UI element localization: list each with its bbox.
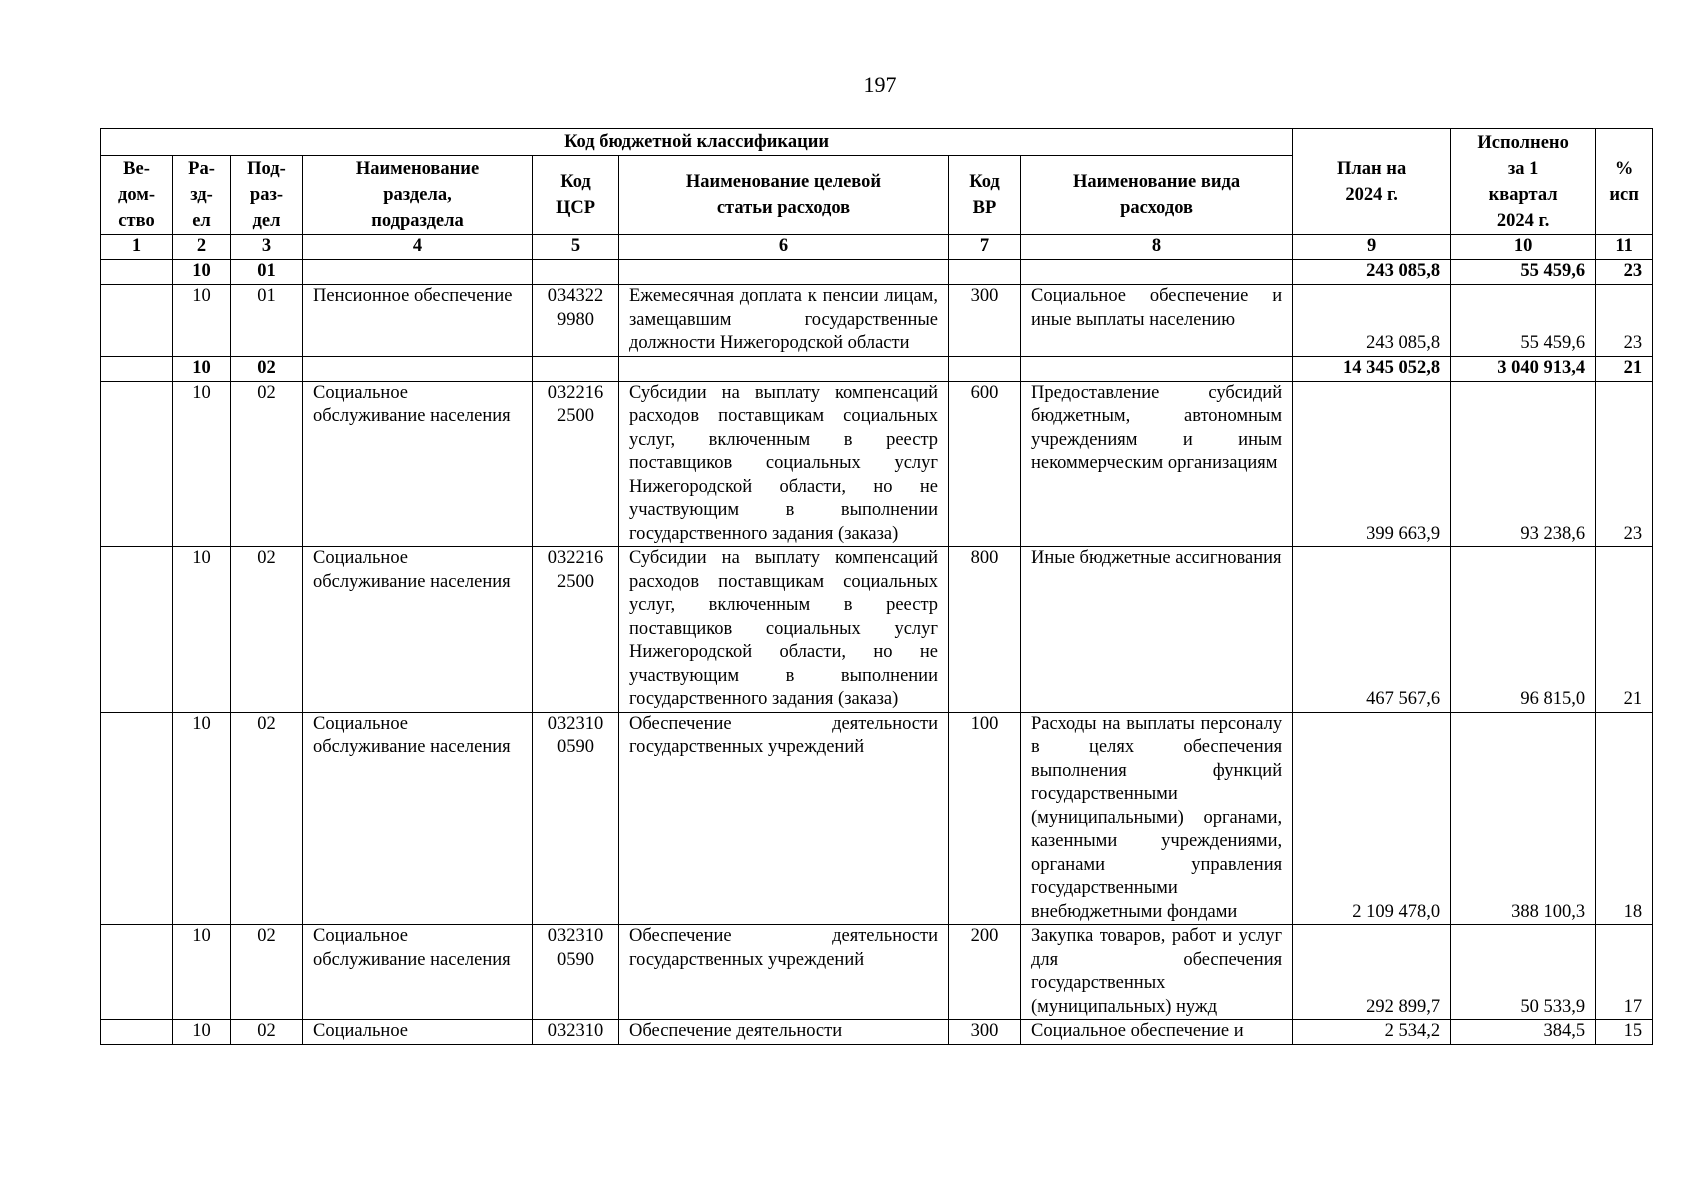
podrazdel-cell: 02 xyxy=(231,712,303,925)
podrazdel-header: Под- раз- дел xyxy=(231,156,303,235)
csr-code-cell: 032310 0590 xyxy=(533,712,619,925)
vedomstvo-cell xyxy=(101,712,173,925)
csr-code-cell: 032216 2500 xyxy=(533,381,619,547)
subtotal-row xyxy=(101,356,1653,381)
executed-amount-cell: 50 533,9 xyxy=(1451,925,1596,1020)
executed-amount-cell: 384,5 xyxy=(1451,1020,1596,1045)
section-name-cell xyxy=(303,356,533,381)
vedomstvo-cell xyxy=(101,925,173,1020)
target-name-header: Наименование целевой статьи расходов xyxy=(619,156,949,235)
plan-amount-cell: 243 085,8 xyxy=(1293,260,1451,285)
expense-type-cell: Иные бюджетные ассигнования xyxy=(1021,547,1293,713)
percent-cell: 23 xyxy=(1596,285,1653,357)
executed-amount-cell: 3 040 913,4 xyxy=(1451,356,1596,381)
table-row xyxy=(101,925,1653,1020)
table-row xyxy=(101,381,1653,547)
plan-amount-cell: 14 345 052,8 xyxy=(1293,356,1451,381)
vr-header: Код ВР xyxy=(949,156,1021,235)
podrazdel-cell: 02 xyxy=(231,1020,303,1045)
column-number: 4 xyxy=(303,235,533,260)
target-name-cell: Обеспечение деятельности государственных учреждений xyxy=(619,925,949,1020)
target-name-cell xyxy=(619,260,949,285)
vedomstvo-cell xyxy=(101,1020,173,1045)
column-number: 1 xyxy=(101,235,173,260)
plan-amount-cell: 292 899,7 xyxy=(1293,925,1451,1020)
vr-code-cell: 100 xyxy=(949,712,1021,925)
vr-code-cell: 200 xyxy=(949,925,1021,1020)
razdel-cell: 10 xyxy=(173,547,231,713)
target-name-cell: Ежемесячная доплата к пенсии лицам, замещавшим государственные должности Нижегородской области xyxy=(619,285,949,357)
expense-type-cell xyxy=(1021,356,1293,381)
percent-header: % исп xyxy=(1596,129,1653,235)
table-body xyxy=(101,235,1653,1045)
expense-type-cell: Предоставление субсидий бюджетным, автономным учреждениям и иным некоммерческим организациям xyxy=(1021,381,1293,547)
budget-table xyxy=(100,128,1653,1045)
table-header xyxy=(101,129,1653,235)
column-number: 5 xyxy=(533,235,619,260)
expense-type-cell: Закупка товаров, работ и услуг для обеспечения государственных (муниципальных) нужд xyxy=(1021,925,1293,1020)
column-number: 10 xyxy=(1451,235,1596,260)
target-name-cell: Обеспечение деятельности государственных учреждений xyxy=(619,712,949,925)
expense-type-cell xyxy=(1021,260,1293,285)
vr-code-cell: 800 xyxy=(949,547,1021,713)
table-row xyxy=(101,285,1653,357)
target-name-cell: Субсидии на выплату компенсаций расходов поставщикам социальных услуг, включенным в реестр поставщиков социальных услуг Нижегородской области, но не участвующим в выполнении государственного задания (заказа) xyxy=(619,547,949,713)
podrazdel-cell: 02 xyxy=(231,925,303,1020)
plan-amount-cell: 399 663,9 xyxy=(1293,381,1451,547)
percent-cell: 23 xyxy=(1596,260,1653,285)
table-row xyxy=(101,712,1653,925)
razdel-header: Ра- зд- ел xyxy=(173,156,231,235)
section-name-cell: Социальное обслуживание населения xyxy=(303,547,533,713)
section-name-cell: Социальное обслуживание населения xyxy=(303,712,533,925)
plan-amount-cell: 243 085,8 xyxy=(1293,285,1451,357)
plan-amount-cell: 467 567,6 xyxy=(1293,547,1451,713)
page-number: 197 xyxy=(863,72,897,97)
executed-amount-cell: 93 238,6 xyxy=(1451,381,1596,547)
plan-header: План на 2024 г. xyxy=(1293,129,1451,235)
csr-code-cell: 032310 0590 xyxy=(533,925,619,1020)
target-name-cell xyxy=(619,356,949,381)
column-number: 7 xyxy=(949,235,1021,260)
vr-code-cell: 600 xyxy=(949,381,1021,547)
table-row xyxy=(101,547,1653,713)
section-name-cell: Социальное обслуживание населения xyxy=(303,381,533,547)
expense-type-cell: Расходы на выплаты персоналу в целях обеспечения выполнения функций государственными (муниципальными) органами, казенными учреждениями, органами управления государственными внебюджетными фондами xyxy=(1021,712,1293,925)
csr-code-cell: 034322 9980 xyxy=(533,285,619,357)
plan-amount-cell: 2 534,2 xyxy=(1293,1020,1451,1045)
section-name-header: Наименование раздела, подраздела xyxy=(303,156,533,235)
razdel-cell: 10 xyxy=(173,285,231,357)
vedomstvo-cell xyxy=(101,285,173,357)
razdel-cell: 10 xyxy=(173,1020,231,1045)
column-number: 8 xyxy=(1021,235,1293,260)
plan-amount-cell: 2 109 478,0 xyxy=(1293,712,1451,925)
column-number: 11 xyxy=(1596,235,1653,260)
percent-cell: 15 xyxy=(1596,1020,1653,1045)
razdel-cell: 10 xyxy=(173,925,231,1020)
section-name-cell: Социальное xyxy=(303,1020,533,1045)
vedomstvo-header: Ве- дом- ство xyxy=(101,156,173,235)
vr-code-cell: 300 xyxy=(949,1020,1021,1045)
razdel-cell: 10 xyxy=(173,712,231,925)
column-number: 6 xyxy=(619,235,949,260)
section-name-cell xyxy=(303,260,533,285)
percent-cell: 21 xyxy=(1596,356,1653,381)
subtotal-row xyxy=(101,260,1653,285)
podrazdel-cell: 02 xyxy=(231,356,303,381)
percent-cell: 23 xyxy=(1596,381,1653,547)
expense-type-header: Наименование вида расходов xyxy=(1021,156,1293,235)
vr-code-cell xyxy=(949,356,1021,381)
percent-cell: 21 xyxy=(1596,547,1653,713)
section-name-cell: Пенсионное обеспечение xyxy=(303,285,533,357)
executed-amount-cell: 388 100,3 xyxy=(1451,712,1596,925)
csr-header: Код ЦСР xyxy=(533,156,619,235)
target-name-cell: Субсидии на выплату компенсаций расходов поставщикам социальных услуг, включенным в реестр поставщиков социальных услуг Нижегородской области, но не участвующим в выполнении государственного задания (заказа) xyxy=(619,381,949,547)
razdel-cell: 10 xyxy=(173,381,231,547)
vedomstvo-cell xyxy=(101,356,173,381)
vedomstvo-cell xyxy=(101,260,173,285)
podrazdel-cell: 01 xyxy=(231,260,303,285)
podrazdel-cell: 01 xyxy=(231,285,303,357)
podrazdel-cell: 02 xyxy=(231,547,303,713)
column-number: 2 xyxy=(173,235,231,260)
target-name-cell: Обеспечение деятельности xyxy=(619,1020,949,1045)
expense-type-cell: Социальное обеспечение и иные выплаты населению xyxy=(1021,285,1293,357)
vedomstvo-cell xyxy=(101,381,173,547)
table-row xyxy=(101,1020,1653,1045)
expense-type-cell: Социальное обеспечение и xyxy=(1021,1020,1293,1045)
executed-amount-cell: 55 459,6 xyxy=(1451,285,1596,357)
percent-cell: 18 xyxy=(1596,712,1653,925)
section-name-cell: Социальное обслуживание населения xyxy=(303,925,533,1020)
column-number-row xyxy=(101,235,1653,260)
executed-header: Исполнено за 1 квартал 2024 г. xyxy=(1451,129,1596,235)
column-number: 3 xyxy=(231,235,303,260)
percent-cell: 17 xyxy=(1596,925,1653,1020)
executed-amount-cell: 96 815,0 xyxy=(1451,547,1596,713)
column-number: 9 xyxy=(1293,235,1451,260)
vr-code-cell xyxy=(949,260,1021,285)
csr-code-cell: 032216 2500 xyxy=(533,547,619,713)
podrazdel-cell: 02 xyxy=(231,381,303,547)
razdel-cell: 10 xyxy=(173,260,231,285)
razdel-cell: 10 xyxy=(173,356,231,381)
vedomstvo-cell xyxy=(101,547,173,713)
csr-code-cell: 032310 xyxy=(533,1020,619,1045)
csr-code-cell xyxy=(533,356,619,381)
executed-amount-cell: 55 459,6 xyxy=(1451,260,1596,285)
vr-code-cell: 300 xyxy=(949,285,1021,357)
csr-code-cell xyxy=(533,260,619,285)
budget-classification-header: Код бюджетной классификации xyxy=(101,129,1293,156)
